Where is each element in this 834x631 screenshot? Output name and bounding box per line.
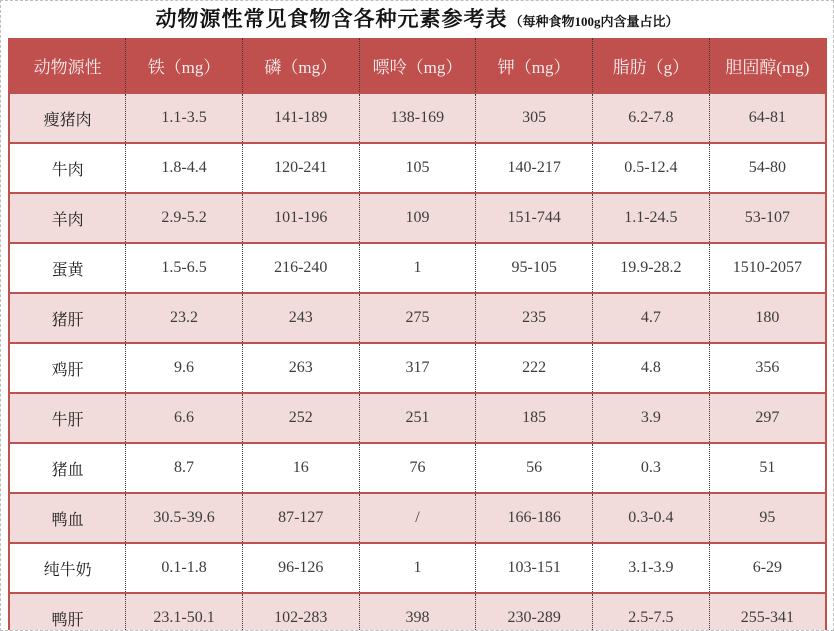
value-cell: 6-29: [709, 543, 826, 593]
row-label-cell: 鸭血: [9, 493, 126, 543]
value-cell: 23.1-50.1: [126, 593, 243, 631]
header-cell: 铁（mg）: [126, 38, 243, 93]
value-cell: 1: [359, 243, 476, 293]
value-cell: 95: [709, 493, 826, 543]
header-cell: 胆固醇(mg): [709, 38, 826, 93]
value-cell: 138-169: [359, 93, 476, 143]
value-cell: 1.8-4.4: [126, 143, 243, 193]
value-cell: 1.5-6.5: [126, 243, 243, 293]
row-label-cell: 鸭肝: [9, 593, 126, 631]
table-row: [9, 493, 826, 543]
value-cell: 180: [709, 293, 826, 343]
value-cell: 101-196: [242, 193, 359, 243]
value-cell: 8.7: [126, 443, 243, 493]
row-label-cell: 鸡肝: [9, 343, 126, 393]
header-row: [9, 38, 826, 93]
row-label-cell: 蛋黄: [9, 243, 126, 293]
table-row: [9, 393, 826, 443]
table-row: [9, 443, 826, 493]
value-cell: 1510-2057: [709, 243, 826, 293]
value-cell: 51: [709, 443, 826, 493]
value-cell: 398: [359, 593, 476, 631]
value-cell: 2.9-5.2: [126, 193, 243, 243]
row-label-cell: 牛肉: [9, 143, 126, 193]
food-elements-table: [8, 38, 827, 631]
value-cell: 305: [476, 93, 593, 143]
value-cell: 6.2-7.8: [593, 93, 710, 143]
value-cell: 216-240: [242, 243, 359, 293]
value-cell: 103-151: [476, 543, 593, 593]
table-row: [9, 93, 826, 143]
value-cell: 102-283: [242, 593, 359, 631]
value-cell: 109: [359, 193, 476, 243]
value-cell: 6.6: [126, 393, 243, 443]
value-cell: 255-341: [709, 593, 826, 631]
value-cell: 64-81: [709, 93, 826, 143]
header-cell: 磷（mg）: [242, 38, 359, 93]
table-row: [9, 293, 826, 343]
value-cell: 23.2: [126, 293, 243, 343]
value-cell: 2.5-7.5: [593, 593, 710, 631]
value-cell: 185: [476, 393, 593, 443]
value-cell: 1.1-24.5: [593, 193, 710, 243]
value-cell: 95-105: [476, 243, 593, 293]
value-cell: 0.5-12.4: [593, 143, 710, 193]
value-cell: 54-80: [709, 143, 826, 193]
value-cell: 4.7: [593, 293, 710, 343]
value-cell: 243: [242, 293, 359, 343]
value-cell: 76: [359, 443, 476, 493]
row-label-cell: 猪肝: [9, 293, 126, 343]
value-cell: 120-241: [242, 143, 359, 193]
value-cell: 1.1-3.5: [126, 93, 243, 143]
value-cell: 105: [359, 143, 476, 193]
row-label-cell: 牛肝: [9, 393, 126, 443]
value-cell: 140-217: [476, 143, 593, 193]
table-row: [9, 243, 826, 293]
value-cell: 317: [359, 343, 476, 393]
value-cell: 4.8: [593, 343, 710, 393]
value-cell: 275: [359, 293, 476, 343]
value-cell: 16: [242, 443, 359, 493]
value-cell: 87-127: [242, 493, 359, 543]
value-cell: 356: [709, 343, 826, 393]
value-cell: 151-744: [476, 193, 593, 243]
value-cell: 3.1-3.9: [593, 543, 710, 593]
value-cell: 30.5-39.6: [126, 493, 243, 543]
table-row: [9, 193, 826, 243]
value-cell: 297: [709, 393, 826, 443]
header-cell: 嘌呤（mg）: [359, 38, 476, 93]
value-cell: 252: [242, 393, 359, 443]
table-row: [9, 143, 826, 193]
header-cell: 脂肪（g）: [593, 38, 710, 93]
value-cell: /: [359, 493, 476, 543]
table-row: [9, 543, 826, 593]
table-head: [9, 38, 826, 93]
table-title-main: 动物源性常见食物含各种元素参考表: [155, 7, 508, 31]
row-label-cell: 纯牛奶: [9, 543, 126, 593]
value-cell: 56: [476, 443, 593, 493]
table-title-note: （每种食物100g内含量占比）: [509, 14, 679, 29]
table-row: [9, 593, 826, 631]
value-cell: 230-289: [476, 593, 593, 631]
header-cell-food: 动物源性: [9, 38, 126, 93]
value-cell: 235: [476, 293, 593, 343]
value-cell: 3.9: [593, 393, 710, 443]
value-cell: 251: [359, 393, 476, 443]
table-row: [9, 343, 826, 393]
row-label-cell: 瘦猪肉: [9, 93, 126, 143]
value-cell: 0.3: [593, 443, 710, 493]
value-cell: 222: [476, 343, 593, 393]
value-cell: 96-126: [242, 543, 359, 593]
row-label-cell: 猪血: [9, 443, 126, 493]
row-label-cell: 羊肉: [9, 193, 126, 243]
value-cell: 263: [242, 343, 359, 393]
header-cell: 钾（mg）: [476, 38, 593, 93]
table-body: [9, 93, 826, 631]
value-cell: 141-189: [242, 93, 359, 143]
value-cell: 0.1-1.8: [126, 543, 243, 593]
value-cell: 1: [359, 543, 476, 593]
value-cell: 53-107: [709, 193, 826, 243]
value-cell: 19.9-28.2: [593, 243, 710, 293]
value-cell: 9.6: [126, 343, 243, 393]
value-cell: 0.3-0.4: [593, 493, 710, 543]
table-title: [1, 1, 833, 38]
value-cell: 166-186: [476, 493, 593, 543]
